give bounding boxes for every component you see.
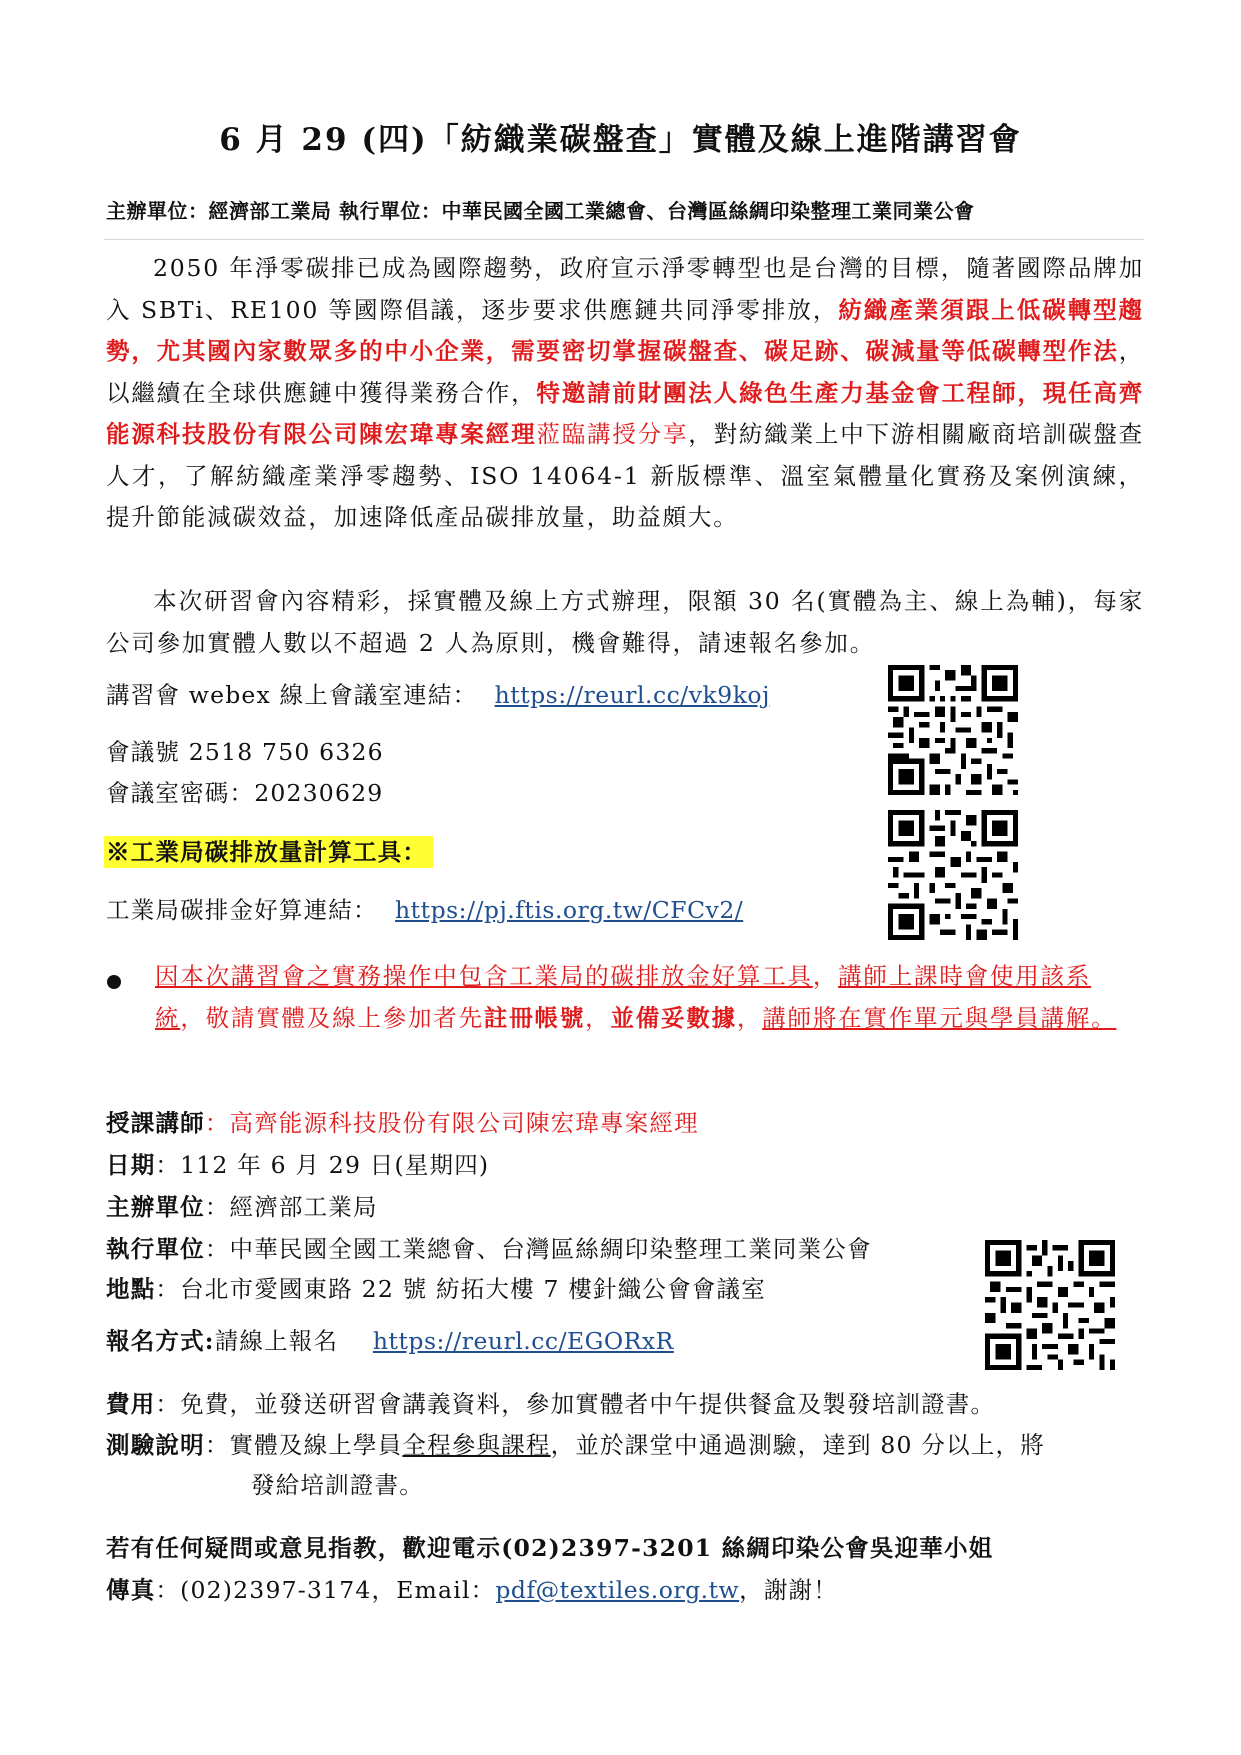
exam-line: 測驗說明：實體及線上學員全程參與課程，並於課堂中通過測驗，達到 80 分以上，將 (106, 1431, 1045, 1459)
qr-code-ftis-icon (888, 810, 1018, 940)
webex-link[interactable]: https://reurl.cc/vk9koj (494, 681, 770, 709)
notice-text: 因本次講習會之實務操作中包含工業局的碳排放金好算工具，講師上課時會使用該系統，敬請實體及線上參加者先註冊帳號，並備妥數據，講師將在實作單元與學員講解。 (155, 962, 1117, 1032)
intro-paragraph-2: 本次研習會內容精彩，採實體及線上方式辦理，限額 30 名(實體為主、線上為輔)，每家公司參加實體人數以不超過 2 人為原則，機會難得，請速報名參加。 (106, 587, 1144, 657)
email-link[interactable]: pdf@textiles.org.tw (495, 1576, 740, 1604)
venue-line: 地點：台北市愛國東路 22 號 紡拓大樓 7 樓針織公會會議室 (106, 1275, 766, 1303)
fee-line: 費用：免費，並發送研習會講義資料，參加實體者中午提供餐盒及製發培訓證書。 (106, 1390, 996, 1418)
page-title: 6 月 29 (四)「紡織業碳盤查」實體及線上進階講習會 (219, 122, 1022, 158)
webex-link-line: 講習會 webex 線上會議室連結： https://reurl.cc/vk9koj (106, 681, 770, 709)
executor-line: 執行單位：中華民國全國工業總會、台灣區絲綢印染整理工業同業公會 (106, 1235, 872, 1263)
fax-email-line: 傳真：(02)2397-3174，Email：pdf@textiles.org.tw，謝謝！ (106, 1576, 838, 1604)
exam-line-cont: 發給培訓證書。 (251, 1471, 424, 1499)
qr-code-register-icon (985, 1240, 1115, 1370)
date-line: 日期：112 年 6 月 29 日(星期四) (106, 1151, 490, 1179)
contact-line: 若有任何疑問或意見指教，歡迎電示(02)2397-3201 絲綢印染公會吳迎華小姐 (106, 1534, 994, 1562)
qr-code-register[interactable] (985, 1240, 1115, 1370)
qr-code-ftis[interactable] (888, 810, 1018, 940)
ftis-link[interactable]: https://pj.ftis.org.tw/CFCv2/ (395, 896, 744, 924)
tool-heading: ※工業局碳排放量計算工具： (104, 834, 433, 870)
meeting-number: 會議號 2518 750 6326 (106, 738, 384, 766)
instructor-line: 授課講師：高齊能源科技股份有限公司陳宏瑋專案經理 (106, 1109, 699, 1137)
divider (104, 239, 1144, 240)
tool-link-line: 工業局碳排金好算連結： https://pj.ftis.org.tw/CFCv2/ (106, 896, 744, 924)
meeting-password: 會議室密碼：20230629 (106, 779, 384, 807)
register-line: 報名方式:請線上報名 https://reurl.cc/EGORxR (106, 1327, 674, 1355)
qr-code-webex-icon (888, 665, 1018, 795)
host-line: 主辦單位：經濟部工業局 (106, 1193, 378, 1221)
qr-code-webex[interactable] (888, 665, 1018, 795)
intro-paragraph-1: 2050 年淨零碳排已成為國際趨勢，政府宣示淨零轉型也是台灣的目標，隨著國際品牌加入 SBTi、RE100 等國際倡議，逐步要求供應鏈共同淨零排放，紡織產業須跟上低碳轉型趨勢，尤其國內家數眾多的中小企業，需要密切掌握碳盤查、碳足跡、碳減量等低碳轉型作法，以繼續在全球供應鏈中獲得業務合作，特邀請前財團法人綠色生產力基金會工程師，現任高齊能源科技股份有限公司陳宏瑋專案經理蒞臨講授分享，對紡織業上中下游相關廠商培訓碳盤查人才，了解紡織產業淨零趨勢、ISO 14064-1 新版標準、溫室氣體量化實務及案例演練，提升節能減碳效益，加速降低產品碳排放量，助益頗大。 (106, 254, 1145, 531)
bullet-icon (107, 975, 121, 989)
organizers-line: 主辦單位：經濟部工業局 執行單位：中華民國全國工業總會、台灣區絲綢印染整理工業同業公會 (106, 199, 975, 223)
register-link[interactable]: https://reurl.cc/EGORxR (372, 1327, 674, 1355)
